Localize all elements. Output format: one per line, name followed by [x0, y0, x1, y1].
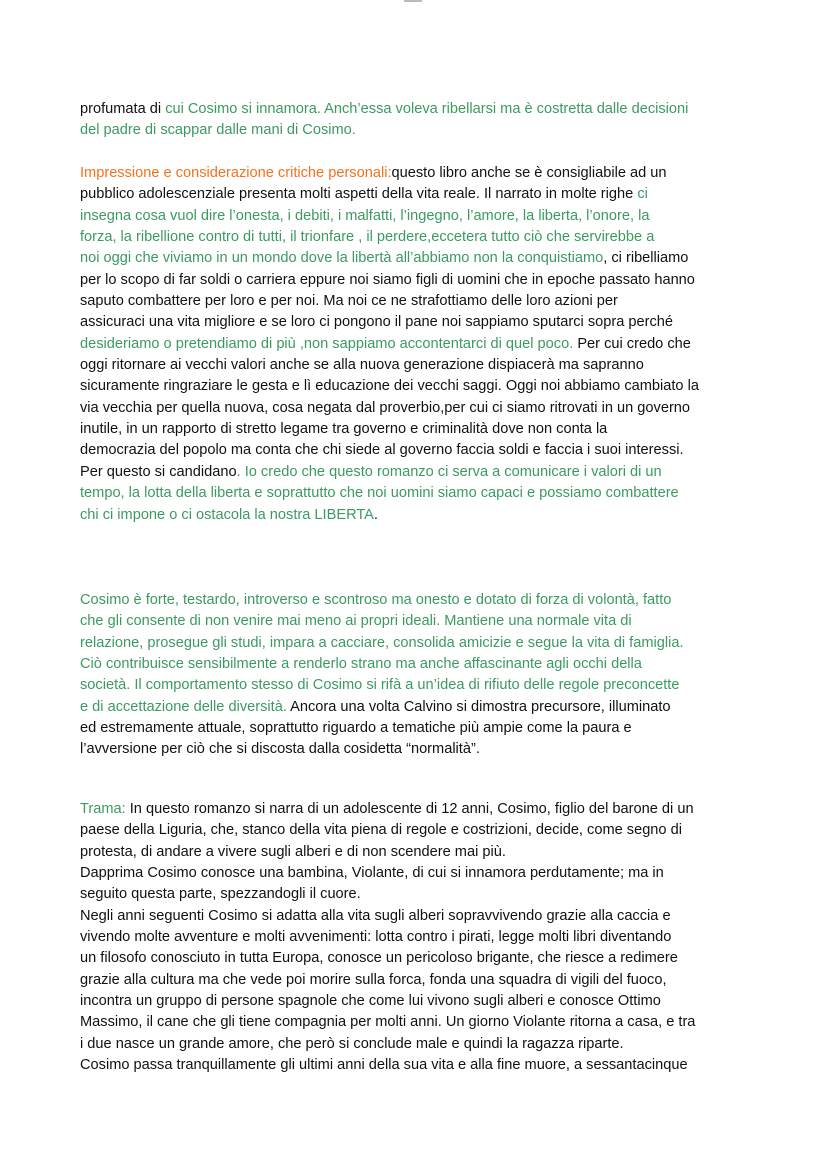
text-line [80, 99, 770, 120]
text-segment: saputo combattere per loro e per noi. Ma noi ce ne strafottiamo delle loro azioni per [80, 293, 618, 310]
text-line [80, 184, 770, 205]
text-segment: incontra un gruppo di persone spagnole che come lui vivono sugli alberi e conosce Ottimo [80, 993, 661, 1010]
text-line [80, 590, 770, 611]
text-segment: Dapprima Cosimo conosce una bambina, Violante, di cui si innamora perdutamente; ma in [80, 865, 664, 882]
text-line [80, 419, 770, 440]
text-segment: insegna cosa vuol dire l’onesta, i debiti, i malfatti, l’ingegno, l’amore, la liberta, l’onore, la [80, 207, 650, 224]
text-line [80, 611, 770, 632]
plot-paragraph [80, 799, 770, 1076]
text-line [80, 163, 770, 184]
text-segment: tempo, la lotta della liberta e soprattutto che noi uomini siamo capaci e possiamo combattere [80, 485, 679, 502]
text-line [80, 863, 770, 884]
text-segment: protesta, di andare a vivere sugli alberi e di non scendere mai più. [80, 843, 506, 860]
text-line [80, 906, 770, 927]
text-segment: ed estremamente attuale, soprattutto riguardo a tematiche più ampie come la paura e [80, 720, 632, 737]
text-line [80, 355, 770, 376]
text-segment: In questo romanzo si narra di un adolescente di 12 anni, Cosimo, figlio del barone di un [125, 801, 694, 817]
text-segment: cui Cosimo si innamora. Anch’essa voleva ribellarsi ma è costretta dalle decisioni [165, 101, 689, 117]
text-segment: profumata di [80, 101, 166, 117]
text-line [80, 312, 770, 333]
text-segment: Per cui credo che [573, 335, 691, 352]
text-segment: Cosimo passa tranquillamente gli ultimi anni della sua vita e alla fine muore, a sessantacinque [80, 1057, 688, 1074]
text-line [80, 270, 770, 291]
text-line [80, 1055, 770, 1076]
text-segment: via vecchia per quella nuova, cosa negata dal proverbio,per cui ci siamo ritrovati in un governo [80, 399, 691, 416]
text-segment: sicuramente ringraziare le gesta e lì educazione dei vecchi saggi. Oggi noi abbiamo cambiato la [80, 378, 699, 395]
character-paragraph [80, 590, 770, 761]
text-line [80, 970, 770, 991]
text-line [80, 633, 770, 654]
text-line [80, 1034, 770, 1055]
text-line [80, 483, 770, 504]
text-segment: vivendo molte avventure e molti avvenimenti: lotta contro i pirati, legge molti libri diventando [80, 929, 672, 946]
text-line [80, 820, 770, 841]
text-line [80, 884, 770, 905]
text-segment: che gli consente di non venire mai meno ai propri ideali. Mantiene una normale vita di [80, 613, 632, 630]
page-top-mark [404, 0, 422, 2]
text-segment: democrazia del popolo ma conta che chi siede al governo faccia soldi e faccia i suoi interessi. [80, 442, 684, 459]
text-segment: assicuraci una vita migliore e se loro ci pongono il pane noi sappiamo sputarci sopra perché [80, 314, 673, 331]
text-line [80, 227, 770, 248]
text-segment: un filosofo conosciuto in tutta Europa, conosce un pericoloso brigante, che riesce a redimere [80, 950, 678, 967]
text-segment: paese della Liguria, che, stanco della vita piena di regole e costrizioni, decide, come segno di [80, 822, 682, 839]
text-line [80, 948, 770, 969]
text-segment: l’avversione per ciò che si discosta dalla cosidetta “normalità”. [80, 741, 480, 758]
text-segment: Ancora una volta Calvino si dimostra precursore, illuminato [286, 698, 671, 715]
text-segment: Cosimo è forte, testardo, introverso e scontroso ma onesto e dotato di forza di volontà, fatto [80, 592, 672, 608]
text-line [80, 927, 770, 948]
text-line [80, 991, 770, 1012]
text-segment: e di accettazione delle diversità. [80, 698, 287, 715]
text-segment: noi oggi che viviamo in un mondo dove la libertà all’abbiamo non la conquistiamo [80, 250, 604, 267]
text-segment: oggi ritornare ai vecchi valori anche se alla nuova generazione dispiacerà ma sapranno [80, 357, 644, 374]
section-heading-text: Impressione e considerazione critiche personali: [80, 165, 392, 181]
text-segment: del padre di scappar dalle mani di Cosimo. [80, 122, 356, 139]
text-segment: società. Il comportamento stesso di Cosimo si rifà a un’idea di rifiuto delle regole preconcette [80, 677, 680, 694]
text-line [80, 505, 770, 526]
text-segment: Trama: [80, 801, 126, 817]
text-segment: , ci ribelliamo [603, 250, 689, 267]
critical-impression-paragraph [80, 163, 770, 526]
text-segment: i due nasce un grande amore, che però si conclude male e quindi la ragazza riparte. [80, 1035, 624, 1052]
text-line [80, 462, 770, 483]
text-segment: forza, la ribellione contro di tutti, il trionfare , il perdere,eccetera tutto ciò che servirebbe a [80, 229, 655, 246]
text-segment: Massimo, il cane che gli tiene compagnia per molti anni. Un giorno Violante ritorna a casa, e tra [80, 1014, 696, 1031]
text-segment: Ciò contribuisce sensibilmente a renderlo strano ma anche affascinante agli occhi della [80, 656, 642, 673]
text-line [80, 739, 770, 760]
text-segment: . [373, 506, 378, 523]
text-line [80, 842, 770, 863]
text-segment: ci [637, 186, 648, 203]
text-segment: relazione, prosegue gli studi, impara a cacciare, consolida amicizie e segue la vita di famiglia. [80, 634, 684, 651]
text-line [80, 697, 770, 718]
text-line [80, 376, 770, 397]
text-segment: questo libro anche se è consigliabile ad un [391, 165, 667, 181]
text-segment: seguito questa parte, spezzandogli il cuore. [80, 886, 361, 903]
text-segment: per lo scopo di far soldi o carriera eppure noi siamo figli di uomini che in epoche passato hanno [80, 271, 695, 288]
text-segment: Per questo si candidano [80, 463, 237, 480]
text-line [80, 291, 770, 312]
text-segment: desideriamo o pretendiamo di più ,non sappiamo accontentarci di quel poco. [80, 335, 574, 352]
text-segment: . Io credo che questo romanzo ci serva a comunicare i valori di un [236, 463, 662, 480]
text-segment: grazie alla cultura ma che vede poi morire sulla forca, fonda una squadra di vigili del fuoco, [80, 971, 667, 988]
text-line [80, 248, 770, 269]
text-line [80, 1012, 770, 1033]
text-line [80, 334, 770, 355]
text-line [80, 654, 770, 675]
text-line [80, 120, 770, 141]
text-line [80, 675, 770, 696]
text-line [80, 398, 770, 419]
intro-paragraph [80, 99, 770, 142]
text-segment: pubblico adolescenziale presenta molti aspetti della vita reale. Il narrato in molte righe [80, 186, 638, 203]
text-line [80, 206, 770, 227]
text-line [80, 440, 770, 461]
text-line [80, 799, 770, 820]
text-segment: inutile, in un rapporto di stretto legame tra governo e criminalità dove non conta la [80, 421, 608, 438]
text-segment: chi ci impone o ci ostacola la nostra LIBERTA [80, 506, 374, 523]
text-segment: Negli anni seguenti Cosimo si adatta alla vita sugli alberi sopravvivendo grazie alla caccia e [80, 907, 671, 924]
text-line [80, 718, 770, 739]
